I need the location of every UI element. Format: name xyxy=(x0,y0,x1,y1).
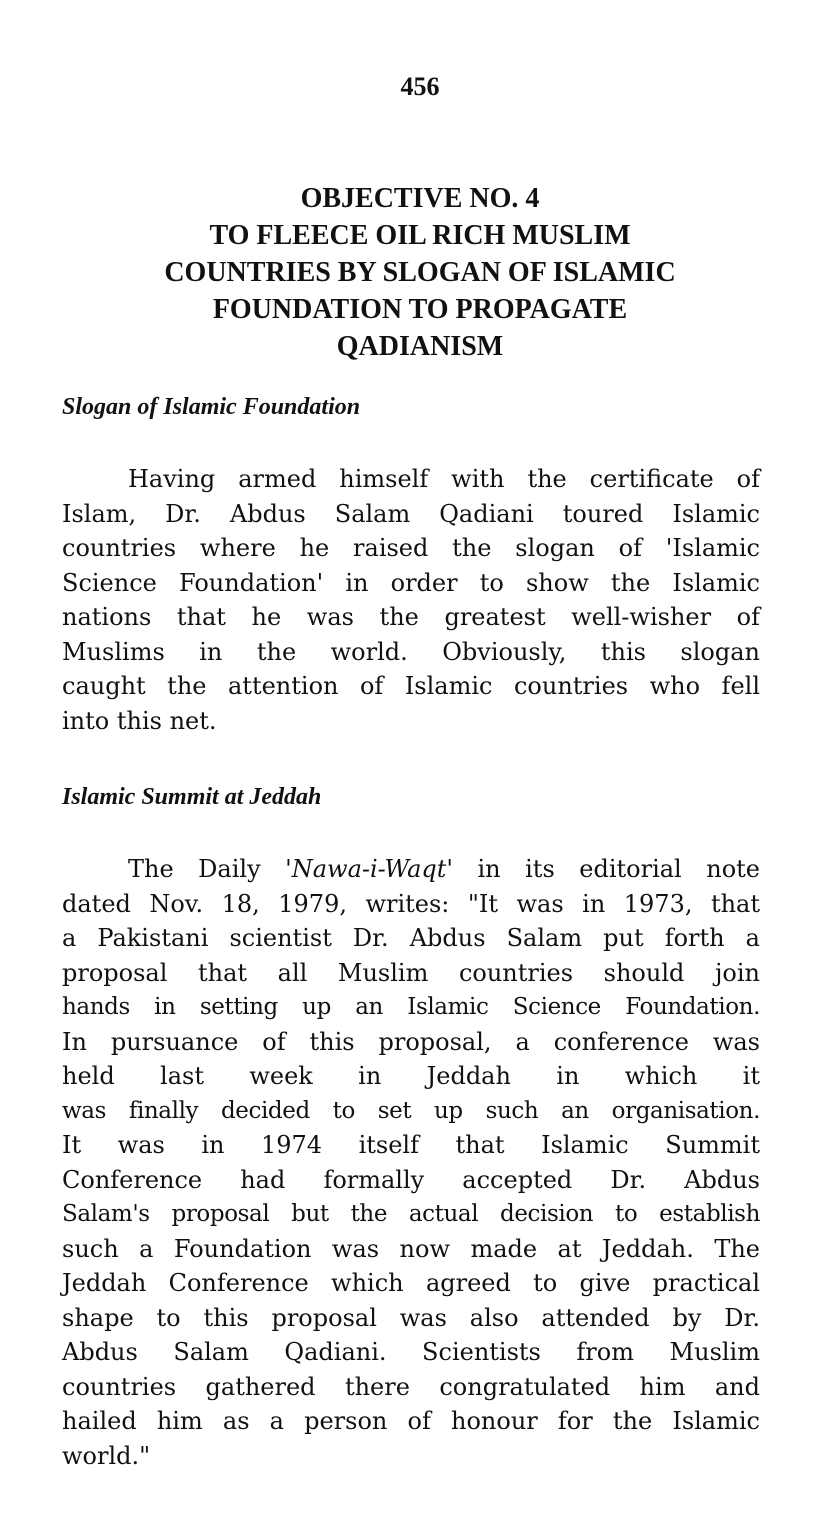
heading-line: FOUNDATION TO PROPAGATE xyxy=(212,294,628,325)
text-line: Abdus Salam Qadiani. Scientists from Muslim xyxy=(62,1338,760,1366)
text-line: proposal that all Muslim countries should join xyxy=(62,958,760,987)
text-line: was finally decided to set up such an organisation. xyxy=(62,1097,760,1124)
section-title-summit: Islamic Summit at Jeddah xyxy=(62,784,322,810)
text-line: In pursuance of this proposal, a conference was xyxy=(62,1027,760,1056)
text-line: into this net. xyxy=(62,706,217,735)
heading-line: TO FLEECE OIL RICH MUSLIM xyxy=(209,220,631,251)
text-line: a Pakistani scientist Dr. Abdus Salam put forth a xyxy=(62,924,760,952)
text-line: Salam's proposal but the actual decision to establish xyxy=(62,1201,760,1227)
page-number: 456 xyxy=(400,72,440,101)
text-line: Islam, Dr. Abdus Salam Qadiani toured Islamic xyxy=(62,499,760,528)
text-line: held last week in Jeddah in which it xyxy=(62,1062,760,1090)
heading-line: QADIANISM xyxy=(336,331,504,362)
text-line: Muslims in the world. Obviously, this slogan xyxy=(62,637,760,666)
text-line: hands in setting up an Islamic Science Foundation. xyxy=(62,994,760,1020)
newspaper-name: 'Nawa-i-Waqt' xyxy=(285,855,453,883)
heading-line: OBJECTIVE NO. 4 xyxy=(300,183,540,214)
text-line: It was in 1974 itself that Islamic Summit xyxy=(62,1131,760,1159)
paragraph-slogan xyxy=(62,462,760,738)
text-line: Conference had formally accepted Dr. Abdus xyxy=(62,1165,760,1194)
text-line: hailed him as a person of honour for the Islamic xyxy=(62,1407,760,1435)
text-line: countries gathered there congratulated him and xyxy=(62,1372,760,1401)
chapter-heading xyxy=(60,180,780,365)
text-line: shape to this proposal was also attended by Dr. xyxy=(62,1303,760,1332)
text-line: caught the attention of Islamic countries who fell xyxy=(62,672,760,700)
text-line xyxy=(62,852,760,887)
text-line: Having armed himself with the certificate of xyxy=(128,465,760,493)
text-line: world." xyxy=(62,1441,151,1470)
text-line: such a Foundation was now made at Jeddah. The xyxy=(62,1234,760,1263)
text-fragment: The Daily xyxy=(128,855,286,883)
heading-line: COUNTRIES BY SLOGAN OF ISLAMIC xyxy=(164,257,676,288)
text-fragment: in its editorial note xyxy=(452,855,760,883)
section-title-slogan: Slogan of Islamic Foundation xyxy=(62,394,361,420)
paragraph-summit xyxy=(62,852,760,1473)
text-line: nations that he was the greatest well-wisher of xyxy=(62,603,760,631)
text-line: countries where he raised the slogan of 'Islamic xyxy=(62,534,760,562)
text-line: Jeddah Conference which agreed to give practical xyxy=(62,1269,760,1297)
text-line: dated Nov. 18, 1979, writes: "It was in 1973, that xyxy=(62,889,760,918)
text-line: Science Foundation' in order to show the Islamic xyxy=(62,568,760,597)
